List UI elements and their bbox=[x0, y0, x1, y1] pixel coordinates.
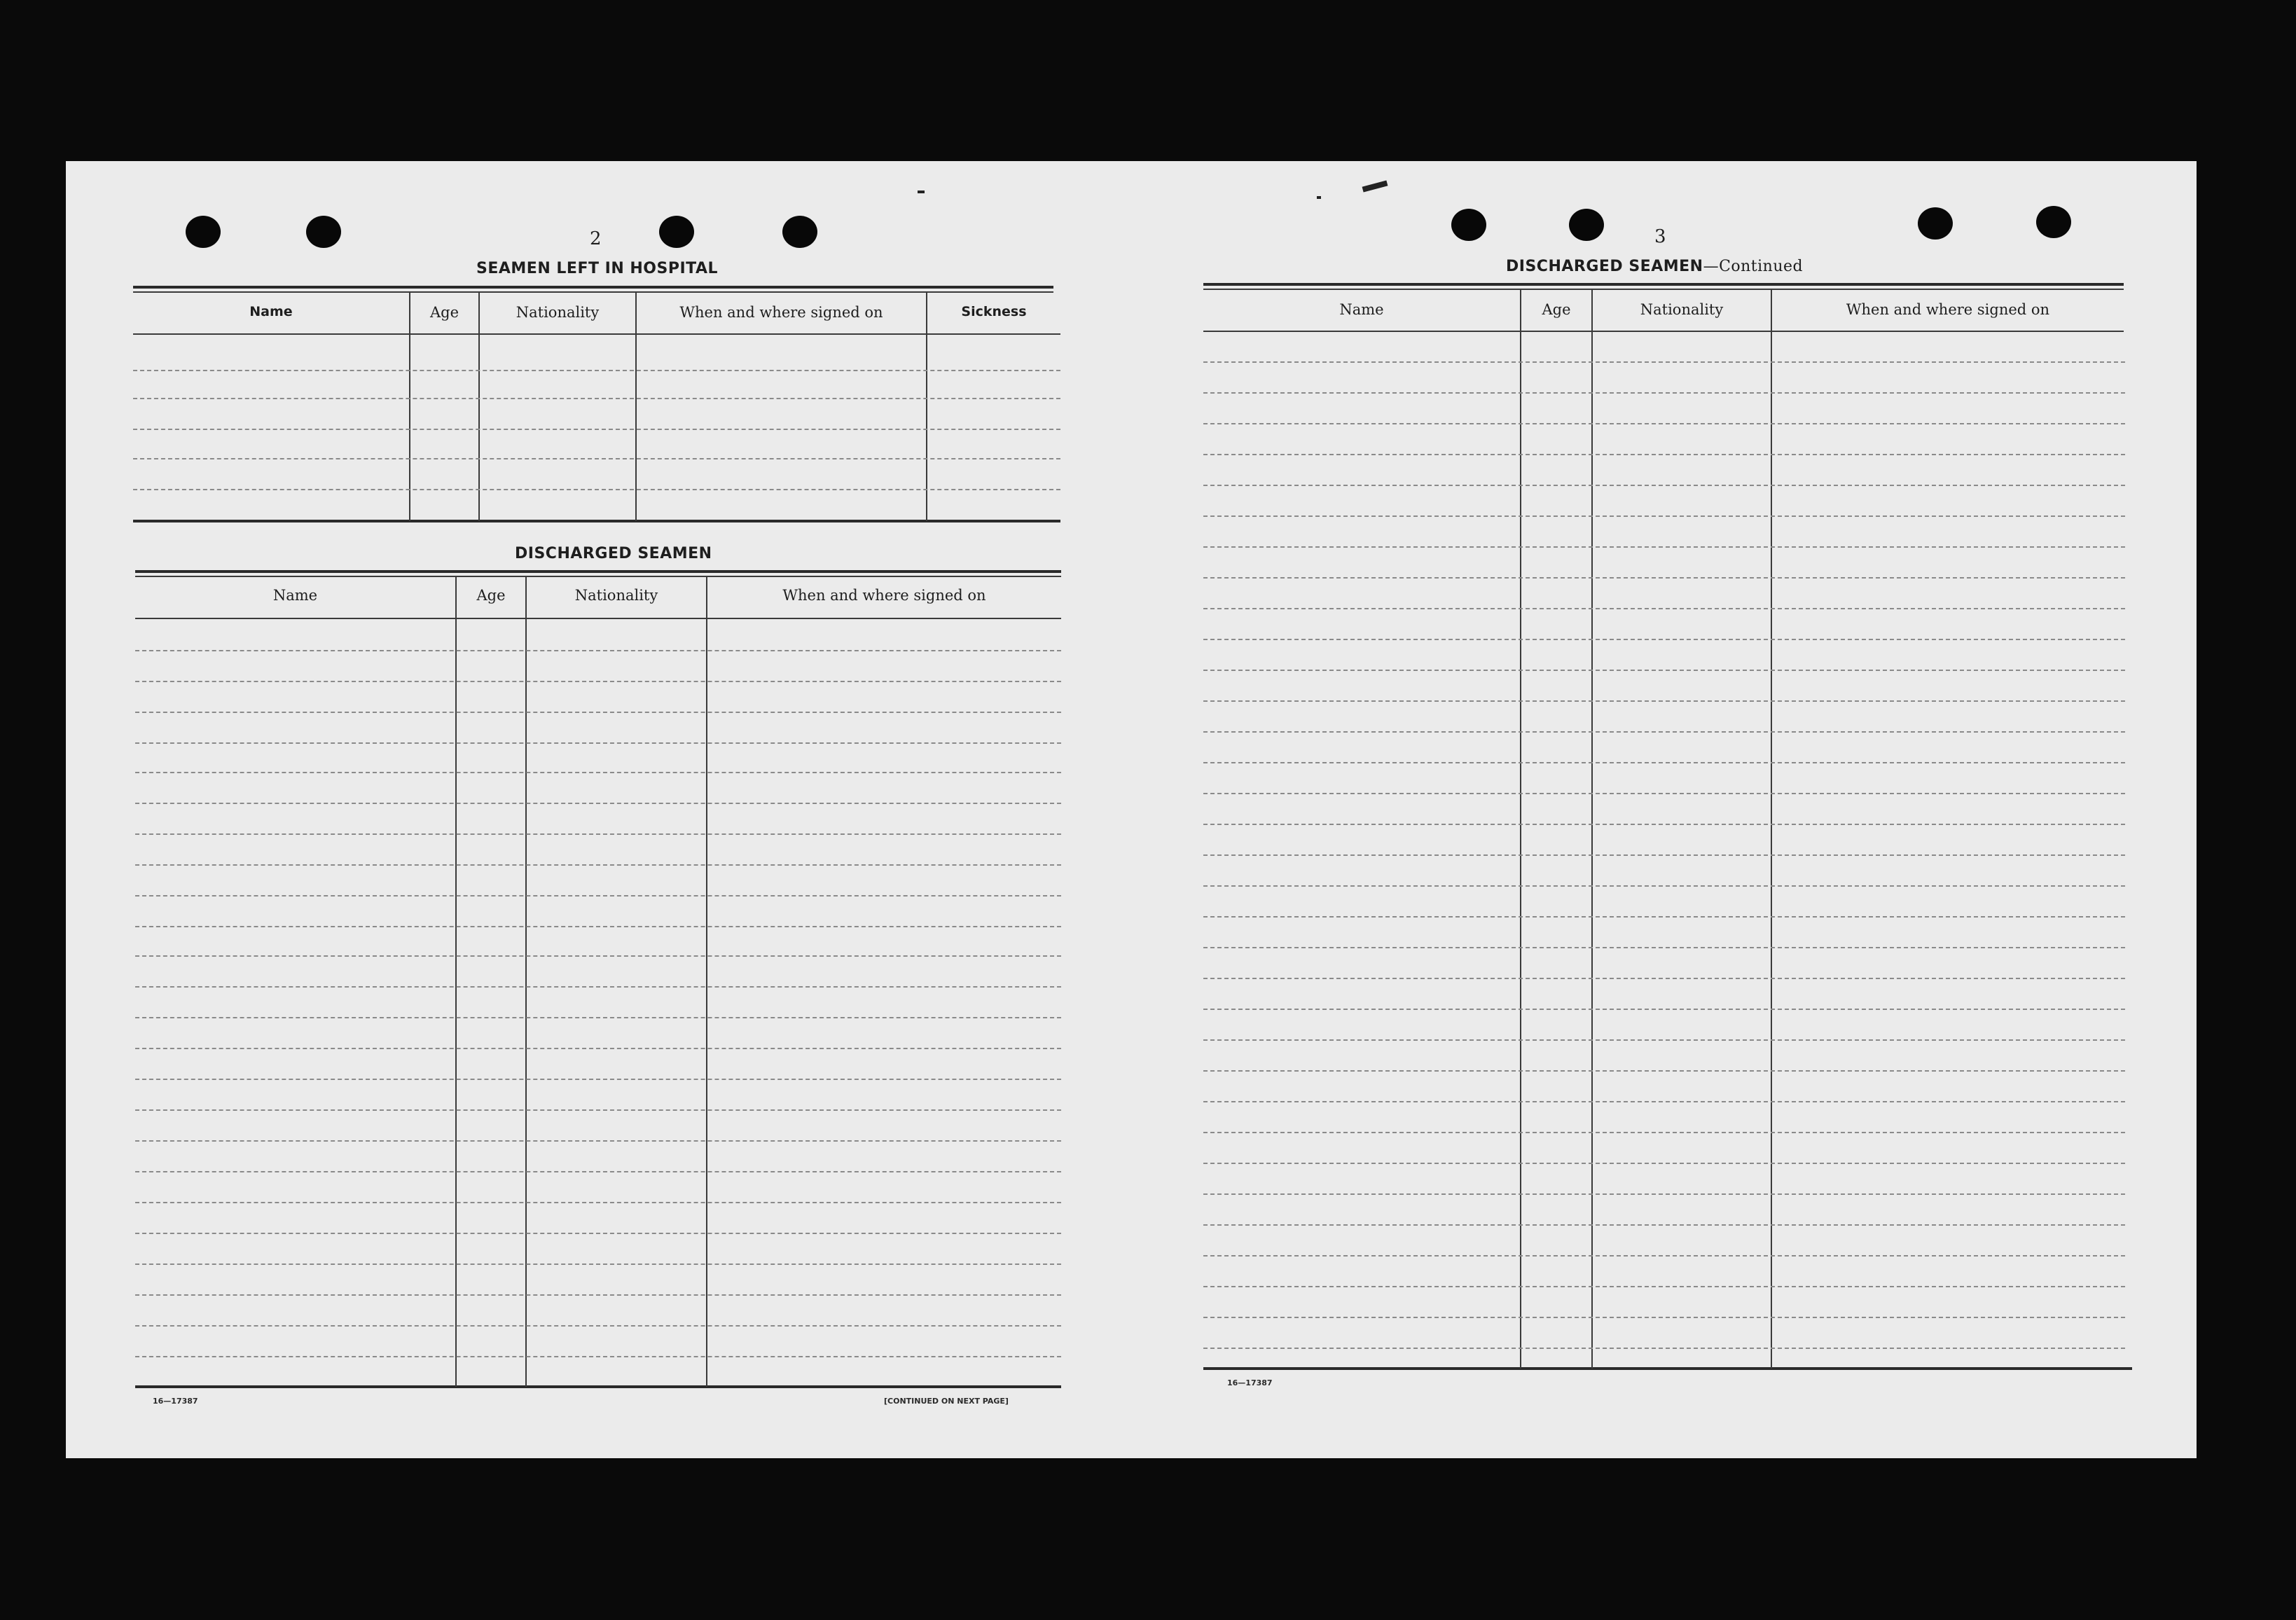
punch-hole bbox=[1918, 207, 1953, 240]
ink-mark bbox=[918, 191, 925, 193]
hospital-row-line bbox=[133, 370, 1060, 371]
ink-mark bbox=[1317, 196, 1321, 199]
form-number-right: 16—17387 bbox=[1227, 1378, 1273, 1387]
punch-hole bbox=[1451, 209, 1486, 241]
right-table-top-rule bbox=[1203, 283, 2124, 286]
discharged-table-top-rule bbox=[135, 570, 1061, 573]
discharged-section-title: DISCHARGED SEAMEN bbox=[515, 545, 712, 562]
form-number-left: 16—17387 bbox=[153, 1397, 198, 1406]
punch-hole bbox=[1569, 209, 1604, 241]
discharged-table-bottom-rule bbox=[135, 1385, 1061, 1388]
right-table-header-rule bbox=[1203, 331, 2124, 332]
right-col-nationality: Nationality bbox=[1640, 301, 1724, 318]
right-col-age: Age bbox=[1542, 301, 1571, 318]
discharged-col-name: Name bbox=[272, 587, 318, 604]
hospital-row-line bbox=[133, 398, 1060, 399]
right-section-title-suffix: —Continued bbox=[1703, 258, 1804, 275]
punch-hole bbox=[659, 216, 694, 248]
right-section-title-main: DISCHARGED SEAMEN bbox=[1506, 258, 1703, 275]
hospital-table-top-rule bbox=[133, 286, 1053, 289]
punch-hole bbox=[2036, 206, 2071, 238]
right-table-bottom-rule bbox=[1203, 1367, 2132, 1370]
page-number-left: 2 bbox=[590, 228, 602, 249]
hospital-row-line bbox=[133, 458, 1060, 459]
hospital-row-line bbox=[133, 429, 1060, 430]
right-section-title bbox=[1506, 258, 1803, 275]
hospital-col-name: Name bbox=[249, 304, 293, 319]
discharged-col-nationality: Nationality bbox=[574, 587, 658, 604]
hospital-row-line bbox=[133, 489, 1060, 490]
punch-hole bbox=[306, 216, 341, 248]
punch-hole bbox=[782, 216, 817, 248]
right-col-signed-on: When and where signed on bbox=[1846, 301, 2050, 318]
discharged-col-age: Age bbox=[476, 587, 506, 604]
hospital-col-signed-on: When and where signed on bbox=[679, 304, 883, 321]
hospital-table-header-rule bbox=[133, 333, 1060, 335]
hospital-col-nationality: Nationality bbox=[516, 304, 600, 321]
page-number-right: 3 bbox=[1654, 226, 1666, 247]
discharged-col-signed-on: When and where signed on bbox=[782, 587, 986, 604]
discharged-table-header-rule bbox=[135, 618, 1061, 619]
hospital-col-sickness: Sickness bbox=[961, 304, 1027, 319]
hospital-section-title: SEAMEN LEFT IN HOSPITAL bbox=[476, 260, 719, 277]
continued-note: [CONTINUED ON NEXT PAGE] bbox=[884, 1397, 1009, 1406]
hospital-table-bottom-rule bbox=[133, 520, 1060, 522]
right-col-name: Name bbox=[1339, 301, 1384, 318]
hospital-col-age: Age bbox=[429, 304, 459, 321]
punch-hole bbox=[186, 216, 221, 248]
